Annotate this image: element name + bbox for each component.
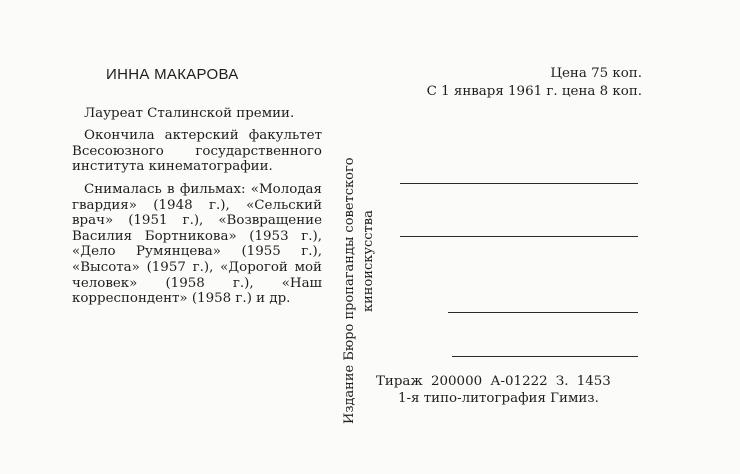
actress-name: ИННА МАКАРОВА — [106, 66, 239, 83]
education-paragraph: Окончила актерский факультет Всесоюзного государственного института кинематографии. — [72, 128, 322, 175]
address-line-4 — [452, 356, 638, 357]
printer-info: 1-я типо-литография Гимиз. — [398, 391, 599, 406]
print-run-info: Тираж 200000 А-01222 З. 1453 — [376, 374, 611, 389]
award-line: Лауреат Сталинской премии. — [84, 106, 295, 121]
publisher-line-2: киноискусства — [361, 210, 376, 312]
address-line-1 — [400, 183, 638, 184]
address-line-3 — [448, 312, 638, 313]
address-line-2 — [400, 236, 638, 237]
price-new: С 1 января 1961 г. цена 8 коп. — [426, 84, 642, 99]
filmography-paragraph: Снималась в фильмах: «Молодая гвардия» (1948 г.), «Сельский врач» (1951 г.), «Возвращение Василия Бортникова» (1953 г.), «Дело Румянцева» (1955 г.), «Высота» (1957 г.), «Дорогой мой человек» (1958 г.), «Наш корреспондент» (1958 г.) и др. — [72, 182, 322, 307]
publisher-line-1: Издание Бюро пропаганды советского — [342, 157, 357, 424]
price-current: Цена 75 коп. — [550, 66, 642, 81]
